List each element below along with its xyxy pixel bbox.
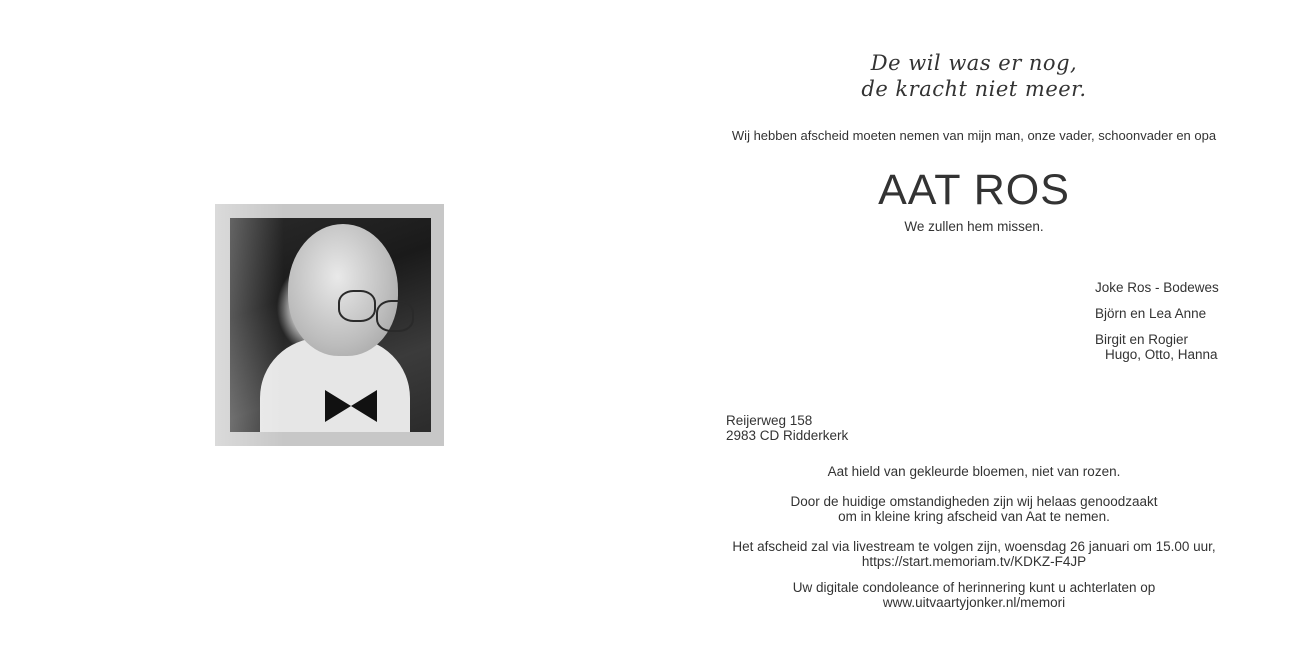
verse-line-2: de kracht niet meer. [861,77,1087,101]
condolence-line-1: Uw digitale condoleance of herinnering kunt u achterlaten op [792,580,1156,595]
subtitle-text: We zullen hem missen. [904,219,1044,234]
photo-fade [215,204,444,446]
family-line-1: Joke Ros - Bodewes [1095,280,1219,295]
intro-text: Wij hebben afscheid moeten nemen van mijn man, onze vader, schoonvader en opa [731,128,1217,143]
family-line-2: Björn en Lea Anne [1095,306,1207,321]
address-street: Reijerweg 158 [726,413,813,428]
condolence-link[interactable]: www.uitvaartyjonker.nl/memori [882,595,1066,610]
family-line-3: Birgit en Rogier [1095,332,1189,347]
livestream-line-1: Het afscheid zal via livestream te volgen zijn, woensdag 26 januari om 15.00 uur, [732,539,1216,554]
circumstances-line-1: Door de huidige omstandigheden zijn wij helaas genoodzaakt [790,494,1158,509]
deceased-name: AAT ROS [878,166,1070,214]
flowers-message: Aat hield van gekleurde bloemen, niet van rozen. [827,464,1121,479]
circumstances-line-2: om in kleine kring afscheid van Aat te nemen. [838,509,1110,524]
family-line-4: Hugo, Otto, Hanna [1105,347,1218,362]
portrait-photo [215,204,444,446]
address-city: 2983 CD Ridderkerk [726,428,849,443]
livestream-link[interactable]: https://start.memoriam.tv/KDKZ-F4JP [861,554,1087,569]
verse-line-1: De wil was er nog, [870,51,1078,75]
